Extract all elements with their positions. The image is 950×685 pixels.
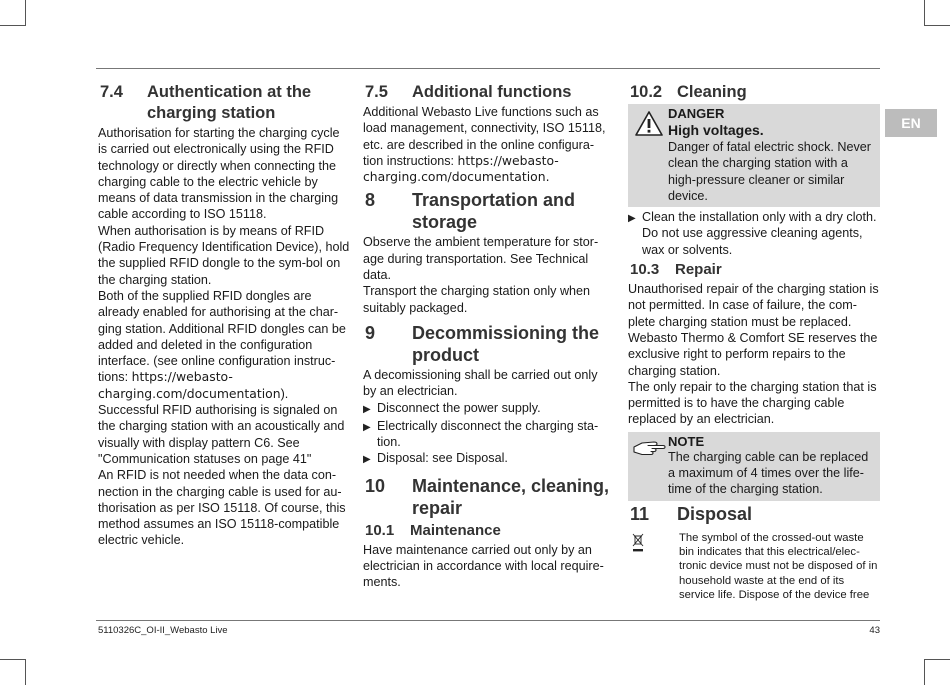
danger-notice bbox=[628, 104, 880, 207]
paragraph: A decomissioning shall be carried out only by an electrician. bbox=[363, 367, 598, 399]
danger-text: Danger of fatal electric shock. Never clean the charging station with a high-pressure cleaner or similar device. bbox=[668, 140, 871, 203]
paragraph bbox=[363, 104, 613, 185]
section-heading-8 bbox=[363, 189, 613, 233]
paragraph: When authorisation is by means of RFID (Radio Frequency Identification Device), hold the supplied RFID dongle to the sym-bol on the charging station. bbox=[98, 223, 350, 287]
paragraph: Authorisation for starting the charging cycle is carried out electronically using the RFID technology or directly when connecting the charging cable to the electric vehicle by means of data transmission in the charging cable according to ISO 15118. bbox=[98, 126, 340, 222]
section-title: Transportation and storage bbox=[412, 190, 576, 233]
section-number: 7.4 bbox=[100, 83, 123, 101]
section-heading-10 bbox=[363, 475, 613, 519]
section-title: Maintenance bbox=[410, 521, 501, 539]
section-heading-11 bbox=[628, 503, 880, 525]
paragraph-text: Additional Webasto Live functions such as load management, connectivity, ISO 15118, etc. are described in the online configura-tion instructions: bbox=[363, 105, 606, 168]
section-number: 9 bbox=[365, 322, 376, 343]
list-item-text: Disposal: see Disposal. bbox=[377, 451, 508, 466]
note-label: NOTE bbox=[668, 433, 705, 449]
crop-mark-bottom-right bbox=[924, 659, 950, 685]
list-item bbox=[363, 418, 613, 451]
list-item bbox=[363, 400, 613, 418]
list-item-text: Clean the installation only with a dry cloth. Do not use aggressive cleaning agents, wax or solvents. bbox=[642, 210, 877, 257]
note-notice bbox=[628, 432, 880, 501]
crop-mark-top-left bbox=[0, 0, 26, 26]
column-2 bbox=[363, 82, 613, 591]
section-heading-7-5 bbox=[363, 82, 613, 103]
disposal-text: The symbol of the crossed-out waste bin indicates that this electrical/elec-tronic device must not be disposed of in household waste at the end of its service life. Dispose of the device free bbox=[679, 531, 878, 601]
header-rule bbox=[96, 68, 880, 69]
section-heading-9 bbox=[363, 322, 613, 366]
paragraph bbox=[98, 288, 352, 402]
warning-triangle-icon bbox=[630, 106, 668, 204]
section-title: Decommissioning the product bbox=[412, 322, 600, 365]
section-number: 10.2 bbox=[630, 83, 663, 101]
triangle-bullet-icon: ▶ bbox=[363, 403, 371, 415]
section-number: 11 bbox=[630, 503, 650, 524]
documentation-link[interactable]: https://webasto-charging.com/documentation. bbox=[363, 152, 559, 185]
section-number: 10 bbox=[365, 475, 386, 496]
section-heading-7-4 bbox=[98, 82, 352, 124]
triangle-bullet-icon: ▶ bbox=[628, 213, 636, 225]
crossed-out-waste-bin-icon bbox=[628, 531, 679, 602]
section-title: Authentication at the charging station bbox=[147, 83, 312, 122]
document-id: 5110326C_OI-II_Webasto Live bbox=[98, 625, 228, 636]
paragraph: Observe the ambient temperature for stor-age during transportation. See Technical data. bbox=[363, 235, 599, 283]
section-heading-10-3 bbox=[628, 260, 880, 280]
danger-label: DANGER bbox=[668, 106, 725, 121]
section-title: Disposal bbox=[677, 503, 753, 524]
list-item bbox=[628, 209, 880, 258]
column-1 bbox=[98, 82, 352, 549]
section-number: 10.3 bbox=[630, 261, 660, 279]
footer-rule bbox=[96, 620, 880, 621]
page-number: 43 bbox=[869, 625, 880, 636]
crop-mark-bottom-left bbox=[0, 659, 26, 685]
section-title: Maintenance, cleaning, repair bbox=[412, 475, 610, 518]
triangle-bullet-icon: ▶ bbox=[363, 421, 371, 433]
list-item bbox=[363, 450, 613, 468]
paragraph-text: ). bbox=[280, 386, 289, 401]
paragraph: Have maintenance carried out only by an electrician in accordance with local require-ments. bbox=[363, 542, 604, 590]
language-tab: EN bbox=[885, 109, 937, 137]
list-item-text: Disconnect the power supply. bbox=[377, 400, 541, 415]
paragraph: An RFID is not needed when the data con-nection in the charging cable is used for au-thorisation as per ISO 15118. Of course, this method assumes an ISO 15118-compatible electric vehicle. bbox=[98, 468, 346, 548]
list-item-text: Electrically disconnect the charging sta-tion. bbox=[377, 418, 599, 450]
danger-heading: High voltages. bbox=[668, 122, 764, 138]
paragraph: Successful RFID authorising is signaled on the charging station with an acoustically and visually with display pattern C6. See "Communication statuses on page 41" bbox=[98, 403, 345, 466]
crop-mark-top-right bbox=[924, 0, 950, 26]
section-title: Cleaning bbox=[677, 83, 747, 101]
section-title: Repair bbox=[675, 261, 722, 279]
documentation-link[interactable]: https://webasto-charging.com/documentation bbox=[98, 369, 281, 401]
section-heading-10-1 bbox=[363, 521, 613, 541]
disposal-block bbox=[628, 531, 880, 602]
note-text: The charging cable can be replaced a maximum of 4 times over the life-time of the charging station. bbox=[668, 449, 869, 497]
paragraph: Transport the charging station only when suitably packaged. bbox=[363, 284, 591, 315]
section-number: 7.5 bbox=[365, 83, 388, 101]
section-heading-10-2 bbox=[628, 82, 880, 103]
triangle-bullet-icon: ▶ bbox=[363, 454, 371, 466]
section-number: 10.1 bbox=[365, 521, 395, 539]
paragraph-text: Both of the supplied RFID dongles are already enabled for authorising at the char-ging station. Additional RFID dongles can be added and deleted in the configuration interface. (see online configuration instruc-tions: bbox=[98, 288, 346, 385]
pointing-hand-icon bbox=[630, 434, 668, 498]
section-title: Additional functions bbox=[412, 83, 572, 101]
column-3 bbox=[628, 82, 880, 602]
section-number: 8 bbox=[365, 190, 376, 211]
paragraph: The only repair to the charging station that is permitted is to have the charging cable replaced by an electrician. bbox=[628, 379, 877, 427]
paragraph: Unauthorised repair of the charging station is not permitted. In case of failure, the com-plete charging station must be replaced. Webasto Thermo & Comfort SE reserves the exclusive right to perform repairs to the charging station. bbox=[628, 282, 879, 378]
